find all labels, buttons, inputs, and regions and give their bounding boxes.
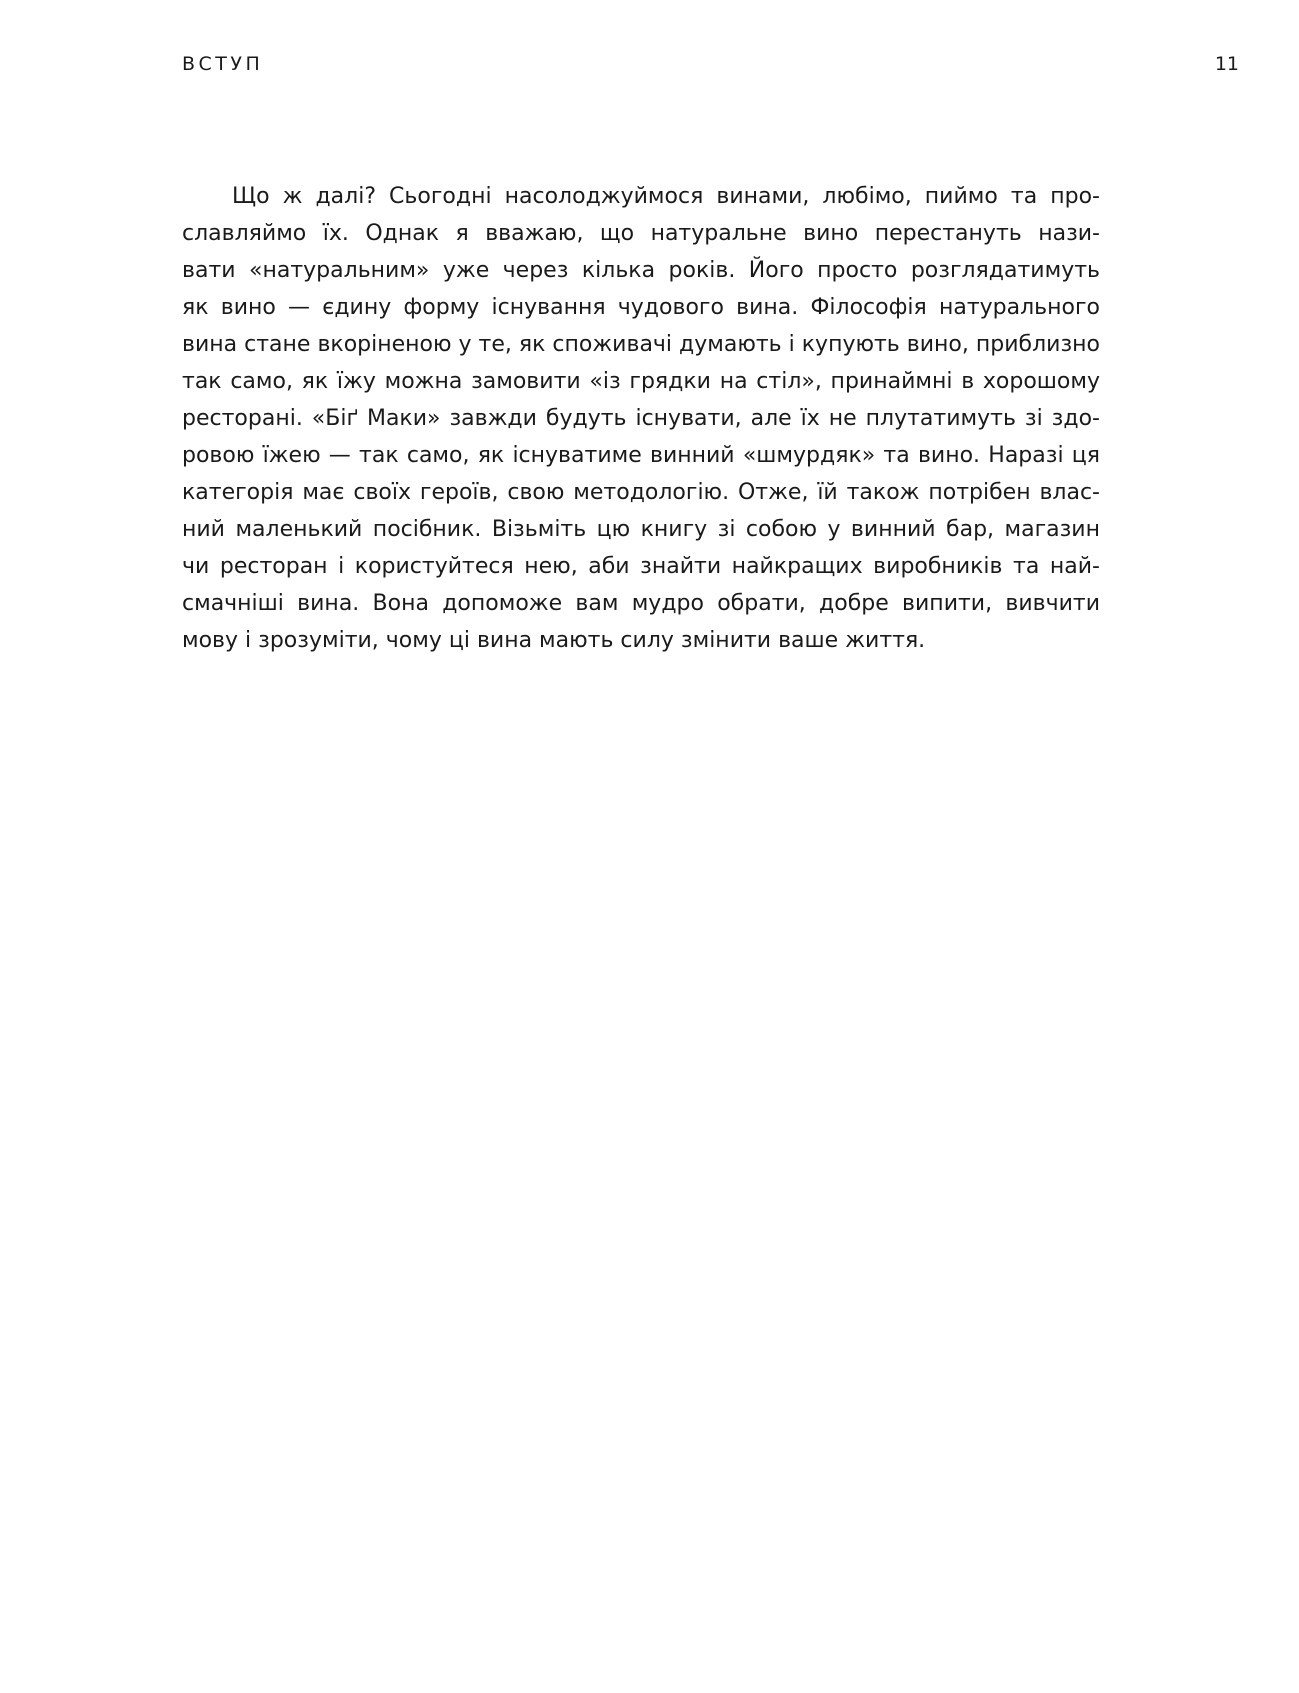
text-line: вина стане вкоріненою у те, як споживачі думають і купують вино, приблизно	[182, 332, 1100, 357]
text-line: вати «натуральним» уже через кілька років. Його просто розглядатимуть	[182, 258, 1100, 283]
text-line: ровою їжею — так само, як існуватиме винний «шмурдяк» та вино. Наразі ця	[182, 443, 1100, 468]
text-line: мову і зрозуміти, чому ці вина мають силу змінити ваше життя.	[182, 628, 926, 653]
page-number: 11	[1214, 53, 1239, 75]
text-line: ресторані. «Біґ Маки» завжди будуть існувати, але їх не плутатимуть зі здо-	[182, 406, 1100, 431]
text-line: смачніші вина. Вона допоможе вам мудро обрати, добре випити, вивчити	[182, 591, 1100, 616]
running-head-title: ВСТУП	[182, 53, 264, 75]
text-line: ний маленький посібник. Візьміть цю книгу зі собою у винний бар, магазин	[182, 517, 1100, 542]
body-paragraph	[182, 178, 1100, 659]
text-line: чи ресторан і користуйтеся нею, аби знайти найкращих виробників та най-	[182, 554, 1100, 579]
text-line: Що ж далі? Сьогодні насолоджуймося винами, любімо, пиймо та про-	[232, 184, 1100, 209]
text-line: як вино — єдину форму існування чудового вина. Філософія натурального	[182, 295, 1100, 320]
text-line: категорія має своїх героїв, свою методологію. Отже, їй також потрібен влас-	[182, 480, 1100, 505]
text-line: славляймо їх. Однак я вважаю, що натуральне вино перестануть нази-	[182, 221, 1100, 246]
text-line: так само, як їжу можна замовити «із грядки на стіл», принаймні в хорошому	[182, 369, 1100, 394]
